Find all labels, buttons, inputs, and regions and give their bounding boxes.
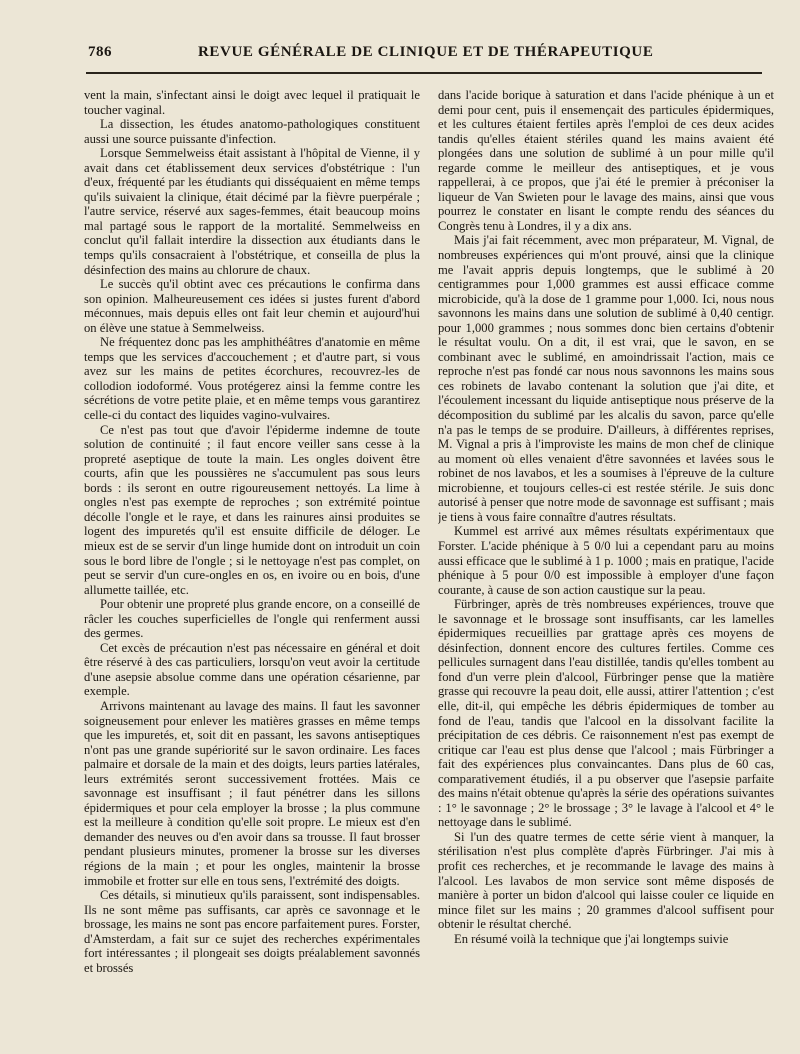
paragraph: Si l'un des quatre termes de cette série vient à manquer, la stérilisation n'est plus complète d'après Fürbringer. J'ai mis à profit ces recherches, et je recommande le lavage des mains à l'alcool. Les lavabos de mon service sont même disposés de manière à porter un bidon d'alcool qui laisse couler ce liquide en mince filet sur les mains ; 20 grammes d'alcool suffisent pour obtenir le résultat cherché.: [438, 829, 774, 932]
paragraph: Ces détails, si minutieux qu'ils paraissent, sont indispensables. Ils ne sont même pas suffisants, car après ce savonnage et le brossage, les mains ne sont pas encore parfaitement pures. Forster, d'Amsterdam, a fait sur ce sujet des recherches expérimentales fort intéressantes ; il plongeait ses doigts préalablement savonnés et brossés: [84, 888, 420, 975]
paragraph: Arrivons maintenant au lavage des mains. Il faut les savonner soigneusement pour enlever les matières grasses en même temps que les impuretés, et, soit dit en passant, les savons antiseptiques n'ont pas une grande supériorité sur le savon ordinaire. Les faces palmaire et dorsale de la main et des doigts, leurs parties latérales, leurs extrémités seront successivement frottées. Mais ce savonnage est insuffisant ; il faut pénétrer dans les sillons épidermiques et pour cela employer la brosse ; la plus commune est la meilleure à condition qu'elle soit propre. Le mieux est d'en demander des neuves ou d'en avoir dans sa trousse. Il faut brosser pendant plusieurs minutes, promener la brosse sur les diverses régions de la main ; et pour les ongles, maintenir la brosse immobile et frotter sur elle en tous sens, l'extrémité des doigts.: [84, 698, 420, 888]
page-number: 786: [88, 44, 112, 60]
paragraph: Le succès qu'il obtint avec ces précautions le confirma dans son opinion. Malheureusement ces idées si justes furent d'abord méconnues, mais depuis elles ont fait leur chemin et aujourd'hui on élève une statue à Semmelweiss.: [84, 277, 420, 335]
paragraph: Mais j'ai fait récemment, avec mon préparateur, M. Vignal, de nombreuses expériences qui m'ont prouvé, ainsi que la clinique me l'avait appris depuis longtemps, que le sublimé à 20 centigrammes pour 1,000 grammes est aussi efficace comme microbicide, qu'à la dose de 1 gramme pour 1,000. Ici, nous nous savonnons les mains dans une solution de sublimé à 0,40 centigr. pour 1,000 grammes ; nous sommes donc bien certains d'obtenir le résultat voulu. On a dit, il est vrai, que le savon, en se combinant avec le sublimé, en amoindrissait l'action, mais ce reproche n'est pas fondé car nous nous savonnons les mains sous ces robinets de lavabo contenant la solution que j'ai dite, et l'écoulement incessant du liquide antiseptique nous préserve de la décomposition du sublimé par les alcalis du savon, parce qu'elle n'a pas le temps de se produire. D'ailleurs, à différentes reprises, M. Vignal a pris à l'improviste les mains de mon chef de clinique au moment où elles venaient d'être savonnées et lavées sous le robinet de nos lavabos, et les a soumises à l'épreuve de la culture microbienne, et toujours celles-ci est restée stérile. Je suis donc autorisé à penser que notre mode de savonnage est suffisant ; mais je tiens à vous faire connaître d'autres résultats.: [438, 233, 774, 524]
paragraph: La dissection, les études anatomo-pathologiques constituent aussi une source puissante d'infection.: [84, 117, 420, 146]
paragraph: Pour obtenir une propreté plus grande encore, on a conseillé de râcler les couches superficielles de l'ongle qui renferment aussi des germes.: [84, 597, 420, 641]
paragraph: vent la main, s'infectant ainsi le doigt avec lequel il pratiquait le toucher vaginal.: [84, 88, 420, 117]
paragraph: Ce n'est pas tout que d'avoir l'épiderme indemne de toute solution de continuité ; il faut encore veiller sans cesse à la propreté aseptique de toute la main. Les ongles doivent être courts, afin que les poussières ne s'accumulent pas sous leurs bords : ils seront en outre rigoureusement nettoyés. La lime à ongles n'est pas exempte de reproches ; son extrémité pointue décolle l'ongle et le raye, et dans les rainures ainsi produites se logent des impuretés qu'il est ensuite difficile de déloger. Le mieux est de se servir d'un linge humide dont on introduit un coin sous le bord libre de l'ongle ; si le nettoyage n'est pas complet, on peut se servir d'un cure-ongles en os, en ivoire ou en bois, d'une allumette taillée, etc.: [84, 422, 420, 597]
paragraph: Cet excès de précaution n'est pas nécessaire en général et doit être réservé à des cas particuliers, lorsqu'on veut avoir la certitude d'une asepsie absolue comme dans une opération césarienne, par exemple.: [84, 640, 420, 699]
header-rule: [86, 72, 762, 74]
running-title: REVUE GÉNÉRALE DE CLINIQUE ET DE THÉRAPEUTIQUE: [198, 44, 654, 60]
paragraph: Kummel est arrivé aux mêmes résultats expérimentaux que Forster. L'acide phénique à 5 0/0 lui a cependant paru au moins aussi efficace que le sublimé à 1 p. 1000 ; mais en pratique, l'acide phénique à 5 pour 0/0 est impossible à employer d'une façon courante, à cause de son action caustique sur la peau.: [438, 524, 774, 597]
right-column: [438, 88, 774, 1048]
left-column: [84, 88, 420, 1048]
paragraph: dans l'acide borique à saturation et dans l'acide phénique à un et demi pour cent, puis il ensemençait des particules épidermiques, et les cultures étaient fertiles après l'emploi de ces deux acides tandis qu'elles étaient stériles quand les mains avaient été plongées dans une solution de sublimé à un pour mille qu'il regarde comme le meilleur des antiseptiques, et je vous rappellerai, à ce propos, que j'ai été le premier à préconiser la liqueur de Van Swieten pour le lavage des mains, ainsi que vous pourrez le constater en lisant le compte rendu des séances du Congrès tenu à Londres, il y a dix ans.: [438, 88, 774, 233]
running-header: [88, 40, 760, 70]
paragraph: Fürbringer, après de très nombreuses expériences, trouve que le savonnage et le brossage sont insuffisants, car les lamelles épidermiques recueillies par grattage après ces moyens de désinfection, donnent encore des cultures fertiles. Comme ces pellicules surnagent dans l'eau distillée, tandis qu'elles tombent au fond d'un verre plein d'alcool, Fürbringer pense que la matière grasse qui recouvre la peau doit, elle aussi, attirer l'attention ; c'est elle, dit-il, qui empêche les débris épidermiques de tomber au fond de l'eau, tandis que l'alcool en la dissolvant facilite la précipitation de ces débris. Ce raisonnement n'est pas exempt de critique car l'eau est plus dense que l'alcool ; mais Fürbringer a fait des expériences plus convaincantes. Dans plus de 60 cas, comparativement étudiés, il a pu observer que l'asepsie parfaite des mains n'était obtenue qu'après la série des opérations suivantes : 1° le savonnage ; 2° le brossage ; 3° le lavage à l'alcool et 4° le nettoyage dans le sublimé.: [438, 597, 774, 830]
paragraph: Lorsque Semmelweiss était assistant à l'hôpital de Vienne, il y avait dans cet établissement deux services d'obstétrique : l'un d'eux, fréquenté par les étudiants qui disséquaient en même temps qu'ils suivaient la clinique, était décimé par la fièvre puerpérale ; l'autre service, réservé aux sages-femmes, était beaucoup moins mal partagé sous le rapport de la mortalité. Semmelweiss en conclut qu'il fallait interdire la dissection aux étudiants dans le temps qu'ils consacraient à l'obstétrique, et conseilla de plus la désinfection des mains au chlorure de chaux.: [84, 146, 420, 277]
paragraph: En résumé voilà la technique que j'ai longtemps suivie: [454, 931, 729, 946]
paragraph: Ne fréquentez donc pas les amphithéâtres d'anatomie en même temps que les services d'accouchement ; et d'autre part, si vous avez sur les mains de petites écorchures, recouvrez-les de collodion iodoformé. Vous protégerez ainsi la femme contre les sécrétions de votre petite plaie, et en même temps vous garantirez celle-ci du contact des liquides vagino-vulvaires.: [84, 335, 420, 423]
